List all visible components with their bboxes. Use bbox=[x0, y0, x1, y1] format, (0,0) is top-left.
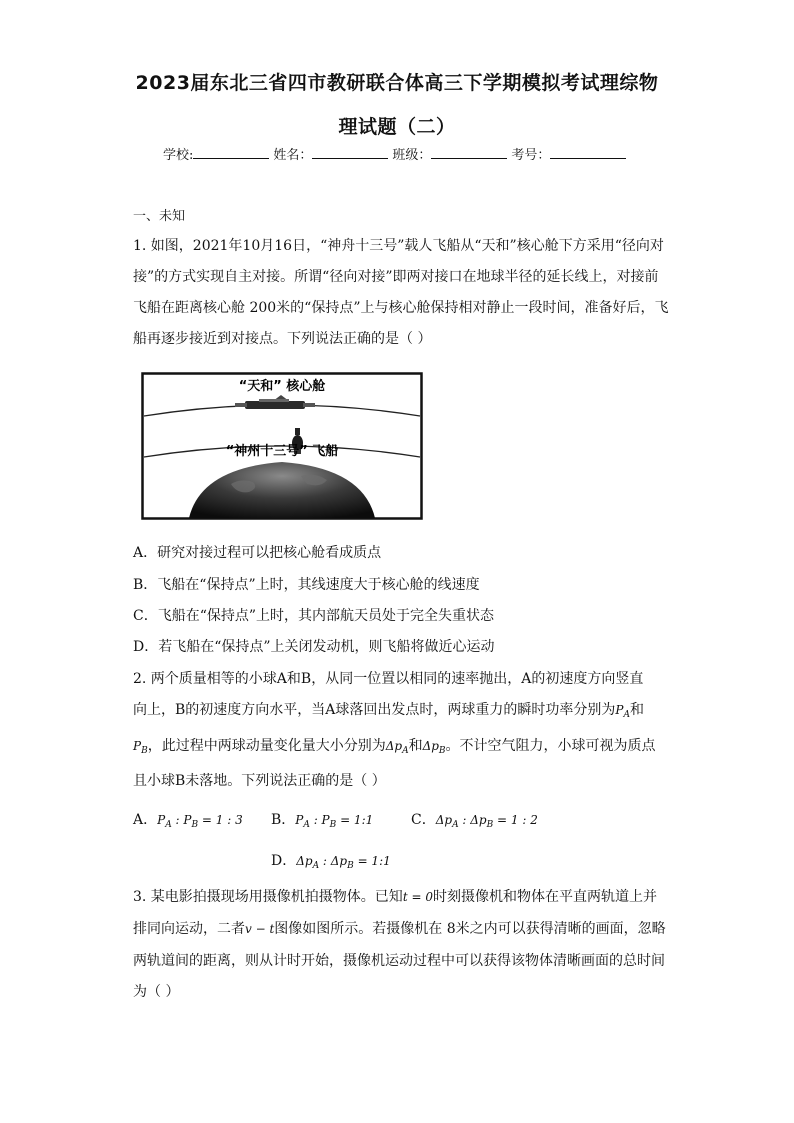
power-b-symbol: $P_B$ bbox=[133, 739, 148, 756]
power-a-symbol: $P_A$ bbox=[615, 703, 630, 720]
q1-line: 1. 如图，2021年10月16日，“神舟十三号”载人飞船从“天和”核心舱下方采用“径向对 bbox=[133, 238, 664, 254]
q3-text: 3. 某电影拍摄现场用摄像机拍摄物体。已知 bbox=[133, 889, 403, 905]
q1-line: 接”的方式实现自主对接。所谓“径向对接”即两对接口在地球半径的延长线上，对接前 bbox=[133, 269, 659, 285]
q3-line: 为（ ） bbox=[133, 984, 180, 1000]
q2-text: 向上，B的初速度方向水平，当A球落回出发点时，两球重力的瞬时功率分别为 bbox=[133, 702, 616, 718]
option-label: D． bbox=[271, 853, 297, 869]
option-expression: $\Delta p_A$ : $\Delta p_B = 1$ : 2 bbox=[435, 813, 538, 830]
class-blank[interactable] bbox=[431, 144, 507, 159]
q3-text: 时刻摄像机和物体在平直两轨道上并 bbox=[432, 889, 657, 905]
q2-text: 和 bbox=[408, 738, 423, 754]
q2-option-d[interactable] bbox=[271, 850, 391, 871]
q2-option-c[interactable] bbox=[411, 809, 538, 830]
q2-text: ，此过程中两球动量变化量大小分别为 bbox=[147, 738, 386, 754]
q2-line bbox=[133, 700, 644, 725]
q3-text: 图像如图所示。若摄像机在 8米之内可以获得清晰的画面，忽略 bbox=[274, 921, 666, 937]
q3-line bbox=[133, 919, 666, 939]
momentum-change-a-symbol: $\Delta p_A$ bbox=[385, 739, 409, 756]
q3-line: 两轨道间的距离，则从计时开始，摄像机运动过程中可以获得该物体清晰画面的总时间 bbox=[133, 953, 665, 969]
time-zero-expression: t = 0 bbox=[402, 890, 433, 904]
q2-line bbox=[133, 736, 656, 761]
q2-option-a[interactable] bbox=[133, 809, 243, 830]
name-blank[interactable] bbox=[312, 144, 388, 159]
vt-expression: v − t bbox=[245, 922, 275, 936]
exam-number-blank[interactable] bbox=[550, 144, 626, 159]
q2-text: 。不计空气阻力，小球可视为质点 bbox=[445, 738, 656, 754]
option-label: B． bbox=[271, 812, 296, 828]
exam-number-label: 考号： bbox=[511, 148, 551, 163]
spacecraft-label: “神州十三号” 飞船 bbox=[225, 444, 339, 459]
core-module-label: “天和” 核心舱 bbox=[238, 379, 326, 394]
q1-option-a[interactable]: A．研究对接过程可以把核心舱看成质点 bbox=[133, 545, 382, 561]
name-label: 姓名： bbox=[273, 148, 313, 163]
class-label: 班级： bbox=[392, 148, 432, 163]
q1-line: 飞船在距离核心舱 200米的“保持点”上与核心舱保持相对静止一段时间，准备好后，飞 bbox=[133, 300, 669, 316]
q1-option-b[interactable]: B．飞船在“保持点”上时，其线速度大于核心舱的线速度 bbox=[133, 577, 480, 593]
option-label: A． bbox=[133, 812, 158, 828]
option-expression: $P_A$ : $P_B = 1$ : 3 bbox=[157, 813, 243, 830]
question-1-stem bbox=[133, 231, 669, 355]
q1-line: 船再逐步接近到对接点。下列说法正确的是（ ） bbox=[133, 331, 432, 347]
school-blank[interactable] bbox=[193, 144, 269, 159]
q3-text: 排同向运动，二者 bbox=[133, 921, 245, 937]
page-title-line2: 理试题（二） bbox=[338, 116, 456, 138]
q2-line: 2. 两个质量相等的小球A和B，从同一位置以相同的速率抛出，A的初速度方向竖直 bbox=[133, 671, 644, 687]
docking-figure bbox=[141, 372, 423, 520]
section-heading: 一、未知 bbox=[133, 209, 186, 224]
q1-option-c[interactable]: C．飞船在“保持点”上时，其内部航天员处于完全失重状态 bbox=[133, 608, 495, 624]
student-info-row bbox=[163, 144, 630, 163]
q3-line bbox=[133, 887, 657, 907]
page-title-line1: 2023届东北三省四市教研联合体高三下学期模拟考试理综物 bbox=[135, 72, 659, 94]
momentum-change-b-symbol: $\Delta p_B$ bbox=[422, 739, 446, 756]
option-expression: $P_A$ : $P_B$ = 1:1 bbox=[295, 813, 374, 830]
q2-text: 和 bbox=[629, 702, 644, 718]
option-label: C． bbox=[411, 812, 436, 828]
option-expression: $\Delta p_A$ : $\Delta p_B$ = 1:1 bbox=[296, 854, 391, 871]
q2-line: 且小球B未落地。下列说法正确的是（ ） bbox=[133, 773, 386, 789]
q2-option-b[interactable] bbox=[271, 809, 373, 830]
q1-option-d[interactable]: D．若飞船在“保持点”上关闭发动机，则飞船将做近心运动 bbox=[133, 639, 495, 655]
school-label: 学校: bbox=[163, 148, 194, 163]
